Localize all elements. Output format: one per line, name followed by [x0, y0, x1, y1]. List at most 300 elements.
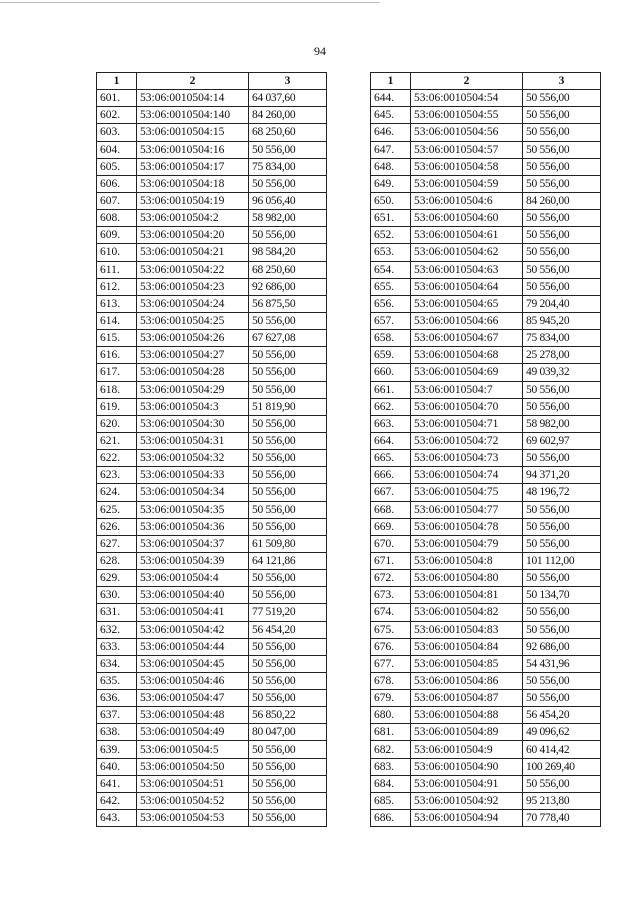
- cadastral-number: 53:06:0010504:52: [137, 792, 249, 809]
- cadastral-value: 50 556,00: [523, 775, 601, 792]
- cadastral-number: 53:06:0010504:34: [137, 484, 249, 501]
- table-row: [371, 535, 601, 552]
- header-col-3: 3: [523, 73, 601, 90]
- header-col-2: 2: [137, 73, 249, 90]
- cadastral-number: 53:06:0010504:80: [411, 570, 523, 587]
- cadastral-number: 53:06:0010504:5: [137, 741, 249, 758]
- row-number: 657.: [371, 312, 411, 329]
- row-number: 668.: [371, 501, 411, 518]
- cadastral-value: 50 556,00: [249, 501, 327, 518]
- table-row: [97, 415, 327, 432]
- cadastral-number: 53:06:0010504:71: [411, 415, 523, 432]
- cadastral-number: 53:06:0010504:59: [411, 175, 523, 192]
- row-number: 633.: [97, 638, 137, 655]
- cadastral-value: 49 096,62: [523, 724, 601, 741]
- row-number: 620.: [97, 415, 137, 432]
- cadastral-value: 50 556,00: [249, 347, 327, 364]
- cadastral-number: 53:06:0010504:91: [411, 775, 523, 792]
- cadastral-number: 53:06:0010504:46: [137, 672, 249, 689]
- cadastral-number: 53:06:0010504:24: [137, 295, 249, 312]
- row-number: 651.: [371, 210, 411, 227]
- row-number: 616.: [97, 347, 137, 364]
- cadastral-number: 53:06:0010504:94: [411, 810, 523, 827]
- cadastral-number: 53:06:0010504:3: [137, 398, 249, 415]
- table-row: [371, 690, 601, 707]
- cadastral-number: 53:06:0010504:69: [411, 364, 523, 381]
- row-number: 646.: [371, 124, 411, 141]
- cadastral-value: 50 556,00: [523, 158, 601, 175]
- row-number: 619.: [97, 398, 137, 415]
- header-col-1: 1: [371, 73, 411, 90]
- cadastral-number: 53:06:0010504:6: [411, 192, 523, 209]
- cadastral-value: 80 047,00: [249, 724, 327, 741]
- row-number: 637.: [97, 707, 137, 724]
- cadastral-number: 53:06:0010504:67: [411, 330, 523, 347]
- cadastral-value: 50 556,00: [249, 484, 327, 501]
- cadastral-value: 50 556,00: [249, 141, 327, 158]
- header-col-2: 2: [411, 73, 523, 90]
- table-row: [97, 278, 327, 295]
- row-number: 653.: [371, 244, 411, 261]
- row-number: 645.: [371, 107, 411, 124]
- cadastral-value: 54 431,96: [523, 655, 601, 672]
- row-number: 640.: [97, 758, 137, 775]
- cadastral-number: 53:06:0010504:17: [137, 158, 249, 175]
- table-row: [371, 810, 601, 827]
- cadastral-value: 50 556,00: [523, 381, 601, 398]
- table-row: [97, 484, 327, 501]
- cadastral-value: 50 556,00: [249, 792, 327, 809]
- table-row: [97, 535, 327, 552]
- cadastral-number: 53:06:0010504:16: [137, 141, 249, 158]
- cadastral-number: 53:06:0010504:58: [411, 158, 523, 175]
- row-number: 670.: [371, 535, 411, 552]
- cadastral-value: 58 982,00: [523, 415, 601, 432]
- row-number: 661.: [371, 381, 411, 398]
- cadastral-value: 49 039,32: [523, 364, 601, 381]
- table-row: [371, 175, 601, 192]
- cadastral-number: 53:06:0010504:48: [137, 707, 249, 724]
- cadastral-number: 53:06:0010504:15: [137, 124, 249, 141]
- cadastral-value: 75 834,00: [523, 330, 601, 347]
- table-row: [97, 552, 327, 569]
- cadastral-value: 94 371,20: [523, 467, 601, 484]
- cadastral-number: 53:06:0010504:89: [411, 724, 523, 741]
- cadastral-number: 53:06:0010504:32: [137, 450, 249, 467]
- cadastral-value: 92 686,00: [523, 638, 601, 655]
- cadastral-value: 50 556,00: [249, 227, 327, 244]
- row-number: 636.: [97, 690, 137, 707]
- table-row: [97, 690, 327, 707]
- cadastral-number: 53:06:0010504:54: [411, 90, 523, 107]
- cadastral-value: 58 982,00: [249, 210, 327, 227]
- row-number: 630.: [97, 587, 137, 604]
- table-row: [371, 192, 601, 209]
- row-number: 626.: [97, 518, 137, 535]
- table-row: [97, 587, 327, 604]
- cadastral-value: 100 269,40: [523, 758, 601, 775]
- header-col-3: 3: [249, 73, 327, 90]
- table-row: [97, 398, 327, 415]
- cadastral-value: 50 556,00: [249, 415, 327, 432]
- row-number: 673.: [371, 587, 411, 604]
- row-number: 683.: [371, 758, 411, 775]
- row-number: 674.: [371, 604, 411, 621]
- cadastral-value: 75 834,00: [249, 158, 327, 175]
- cadastral-number: 53:06:0010504:8: [411, 552, 523, 569]
- table-row: [97, 175, 327, 192]
- row-number: 678.: [371, 672, 411, 689]
- table-row: [371, 261, 601, 278]
- table-row: [371, 330, 601, 347]
- row-number: 666.: [371, 467, 411, 484]
- cadastral-value: 50 556,00: [523, 672, 601, 689]
- cadastral-number: 53:06:0010504:45: [137, 655, 249, 672]
- table-row: [371, 107, 601, 124]
- row-number: 610.: [97, 244, 137, 261]
- cadastral-value: 84 260,00: [249, 107, 327, 124]
- row-number: 617.: [97, 364, 137, 381]
- table-row: [97, 227, 327, 244]
- cadastral-number: 53:06:0010504:30: [137, 415, 249, 432]
- cadastral-number: 53:06:0010504:56: [411, 124, 523, 141]
- table-row: [371, 295, 601, 312]
- table-row: [371, 244, 601, 261]
- cadastral-number: 53:06:0010504:50: [137, 758, 249, 775]
- cadastral-value: 61 509,80: [249, 535, 327, 552]
- table-row: [97, 638, 327, 655]
- table-row: [371, 450, 601, 467]
- row-number: 614.: [97, 312, 137, 329]
- cadastral-value: 50 556,00: [249, 775, 327, 792]
- cadastral-number: 53:06:0010504:77: [411, 501, 523, 518]
- row-number: 624.: [97, 484, 137, 501]
- cadastral-number: 53:06:0010504:82: [411, 604, 523, 621]
- table-row: [97, 158, 327, 175]
- cadastral-number: 53:06:0010504:44: [137, 638, 249, 655]
- table-row: [97, 295, 327, 312]
- cadastral-value: 50 556,00: [249, 810, 327, 827]
- table-row: [371, 672, 601, 689]
- table-row: [97, 210, 327, 227]
- cadastral-value: 50 556,00: [523, 501, 601, 518]
- table-row: [371, 741, 601, 758]
- cadastral-value: 56 454,20: [523, 707, 601, 724]
- row-number: 602.: [97, 107, 137, 124]
- cadastral-number: 53:06:0010504:66: [411, 312, 523, 329]
- row-number: 652.: [371, 227, 411, 244]
- cadastral-value: 50 556,00: [249, 450, 327, 467]
- cadastral-number: 53:06:0010504:70: [411, 398, 523, 415]
- table-row: [371, 278, 601, 295]
- cadastral-number: 53:06:0010504:74: [411, 467, 523, 484]
- cadastral-number: 53:06:0010504:84: [411, 638, 523, 655]
- table-row: [97, 381, 327, 398]
- cadastral-number: 53:06:0010504:47: [137, 690, 249, 707]
- cadastral-value: 50 556,00: [523, 450, 601, 467]
- cadastral-number: 53:06:0010504:41: [137, 604, 249, 621]
- cadastral-number: 53:06:0010504:86: [411, 672, 523, 689]
- cadastral-value: 50 556,00: [523, 261, 601, 278]
- row-number: 649.: [371, 175, 411, 192]
- row-number: 658.: [371, 330, 411, 347]
- cadastral-value: 56 875,50: [249, 295, 327, 312]
- cadastral-number: 53:06:0010504:23: [137, 278, 249, 295]
- row-number: 655.: [371, 278, 411, 295]
- cadastral-number: 53:06:0010504:28: [137, 364, 249, 381]
- cadastral-number: 53:06:0010504:63: [411, 261, 523, 278]
- table-row: [97, 347, 327, 364]
- table-row: [97, 467, 327, 484]
- row-number: 672.: [371, 570, 411, 587]
- row-number: 618.: [97, 381, 137, 398]
- table-row: [371, 141, 601, 158]
- table-row: [97, 432, 327, 449]
- cadastral-value: 50 556,00: [249, 432, 327, 449]
- cadastral-number: 53:06:0010504:51: [137, 775, 249, 792]
- row-number: 608.: [97, 210, 137, 227]
- row-number: 643.: [97, 810, 137, 827]
- cadastral-value: 70 778,40: [523, 810, 601, 827]
- row-number: 644.: [371, 90, 411, 107]
- cadastral-value: 64 037,60: [249, 90, 327, 107]
- table-row: [371, 501, 601, 518]
- row-number: 628.: [97, 552, 137, 569]
- cadastral-number: 53:06:0010504:88: [411, 707, 523, 724]
- cadastral-value: 50 556,00: [523, 621, 601, 638]
- cadastral-number: 53:06:0010504:90: [411, 758, 523, 775]
- table-row: [371, 467, 601, 484]
- cadastral-value: 50 556,00: [523, 227, 601, 244]
- cadastral-number: 53:06:0010504:49: [137, 724, 249, 741]
- cadastral-number: 53:06:0010504:40: [137, 587, 249, 604]
- cadastral-number: 53:06:0010504:81: [411, 587, 523, 604]
- cadastral-number: 53:06:0010504:72: [411, 432, 523, 449]
- cadastral-number: 53:06:0010504:61: [411, 227, 523, 244]
- table-row: [97, 501, 327, 518]
- table-row: [97, 518, 327, 535]
- row-number: 650.: [371, 192, 411, 209]
- cadastral-number: 53:06:0010504:55: [411, 107, 523, 124]
- cadastral-table-left: [96, 72, 327, 827]
- cadastral-value: 69 602,97: [523, 432, 601, 449]
- cadastral-value: 77 519,20: [249, 604, 327, 621]
- table-row: [371, 621, 601, 638]
- table-row: [371, 364, 601, 381]
- table-row: [371, 415, 601, 432]
- table-row: [97, 724, 327, 741]
- cadastral-value: 50 556,00: [249, 175, 327, 192]
- row-number: 676.: [371, 638, 411, 655]
- cadastral-value: 50 556,00: [249, 570, 327, 587]
- table-row: [371, 210, 601, 227]
- cadastral-value: 56 454,20: [249, 621, 327, 638]
- cadastral-value: 50 556,00: [249, 518, 327, 535]
- row-number: 607.: [97, 192, 137, 209]
- table-row: [371, 604, 601, 621]
- table-row: [97, 707, 327, 724]
- cadastral-value: 48 196,72: [523, 484, 601, 501]
- row-number: 604.: [97, 141, 137, 158]
- cadastral-value: 50 556,00: [249, 381, 327, 398]
- cadastral-value: 50 556,00: [523, 244, 601, 261]
- cadastral-number: 53:06:0010504:78: [411, 518, 523, 535]
- cadastral-value: 50 556,00: [523, 690, 601, 707]
- row-number: 677.: [371, 655, 411, 672]
- row-number: 606.: [97, 175, 137, 192]
- table-row: [97, 810, 327, 827]
- row-number: 667.: [371, 484, 411, 501]
- table-row: [97, 141, 327, 158]
- row-number: 654.: [371, 261, 411, 278]
- table-row: [97, 758, 327, 775]
- table-row: [371, 638, 601, 655]
- cadastral-number: 53:06:0010504:25: [137, 312, 249, 329]
- table-row: [97, 621, 327, 638]
- row-number: 684.: [371, 775, 411, 792]
- cadastral-number: 53:06:0010504:87: [411, 690, 523, 707]
- table-row: [97, 244, 327, 261]
- table-row: [371, 381, 601, 398]
- cadastral-value: 51 819,90: [249, 398, 327, 415]
- row-number: 663.: [371, 415, 411, 432]
- row-number: 641.: [97, 775, 137, 792]
- row-number: 615.: [97, 330, 137, 347]
- table-header-row: [97, 73, 327, 90]
- table-row: [371, 552, 601, 569]
- cadastral-value: 25 278,00: [523, 347, 601, 364]
- table-row: [371, 655, 601, 672]
- cadastral-value: 50 556,00: [249, 467, 327, 484]
- table-row: [97, 792, 327, 809]
- page-number: 94: [314, 44, 326, 58]
- table-row: [97, 775, 327, 792]
- row-number: 634.: [97, 655, 137, 672]
- table-row: [97, 604, 327, 621]
- table-row: [97, 107, 327, 124]
- cadastral-number: 53:06:0010504:21: [137, 244, 249, 261]
- table-row: [371, 570, 601, 587]
- row-number: 623.: [97, 467, 137, 484]
- table-row: [371, 158, 601, 175]
- cadastral-value: 50 556,00: [523, 604, 601, 621]
- table-row: [97, 741, 327, 758]
- cadastral-number: 53:06:0010504:31: [137, 432, 249, 449]
- row-number: 635.: [97, 672, 137, 689]
- cadastral-number: 53:06:0010504:60: [411, 210, 523, 227]
- cadastral-value: 50 556,00: [249, 741, 327, 758]
- table-row: [97, 261, 327, 278]
- table-row: [371, 312, 601, 329]
- row-number: 627.: [97, 535, 137, 552]
- table-row: [371, 792, 601, 809]
- cadastral-number: 53:06:0010504:83: [411, 621, 523, 638]
- cadastral-value: 50 556,00: [249, 312, 327, 329]
- cadastral-number: 53:06:0010504:65: [411, 295, 523, 312]
- cadastral-number: 53:06:0010504:68: [411, 347, 523, 364]
- cadastral-value: 50 556,00: [249, 655, 327, 672]
- cadastral-number: 53:06:0010504:53: [137, 810, 249, 827]
- row-number: 669.: [371, 518, 411, 535]
- cadastral-number: 53:06:0010504:75: [411, 484, 523, 501]
- cadastral-number: 53:06:0010504:9: [411, 741, 523, 758]
- cadastral-number: 53:06:0010504:62: [411, 244, 523, 261]
- cadastral-value: 50 556,00: [523, 518, 601, 535]
- cadastral-number: 53:06:0010504:39: [137, 552, 249, 569]
- row-number: 686.: [371, 810, 411, 827]
- cadastral-value: 101 112,00: [523, 552, 601, 569]
- cadastral-number: 53:06:0010504:14: [137, 90, 249, 107]
- cadastral-value: 50 556,00: [249, 672, 327, 689]
- cadastral-value: 64 121,86: [249, 552, 327, 569]
- cadastral-value: 50 556,00: [523, 210, 601, 227]
- table-row: [371, 90, 601, 107]
- cadastral-value: 50 556,00: [249, 364, 327, 381]
- row-number: 631.: [97, 604, 137, 621]
- cadastral-value: 50 556,00: [523, 107, 601, 124]
- cadastral-number: 53:06:0010504:37: [137, 535, 249, 552]
- table-row: [97, 364, 327, 381]
- cadastral-number: 53:06:0010504:85: [411, 655, 523, 672]
- row-number: 662.: [371, 398, 411, 415]
- cadastral-number: 53:06:0010504:79: [411, 535, 523, 552]
- cadastral-number: 53:06:0010504:20: [137, 227, 249, 244]
- row-number: 603.: [97, 124, 137, 141]
- cadastral-value: 50 556,00: [249, 638, 327, 655]
- cadastral-value: 50 556,00: [249, 758, 327, 775]
- cadastral-number: 53:06:0010504:7: [411, 381, 523, 398]
- row-number: 638.: [97, 724, 137, 741]
- table-row: [371, 124, 601, 141]
- cadastral-value: 50 556,00: [523, 535, 601, 552]
- cadastral-number: 53:06:0010504:2: [137, 210, 249, 227]
- row-number: 656.: [371, 295, 411, 312]
- cadastral-number: 53:06:0010504:64: [411, 278, 523, 295]
- cadastral-value: 50 556,00: [249, 587, 327, 604]
- cadastral-number: 53:06:0010504:19: [137, 192, 249, 209]
- table-row: [371, 484, 601, 501]
- cadastral-value: 95 213,80: [523, 792, 601, 809]
- row-number: 647.: [371, 141, 411, 158]
- row-number: 613.: [97, 295, 137, 312]
- table-row: [371, 227, 601, 244]
- cadastral-number: 53:06:0010504:140: [137, 107, 249, 124]
- cadastral-number: 53:06:0010504:35: [137, 501, 249, 518]
- row-number: 601.: [97, 90, 137, 107]
- cadastral-number: 53:06:0010504:26: [137, 330, 249, 347]
- cadastral-number: 53:06:0010504:27: [137, 347, 249, 364]
- cadastral-value: 98 584,20: [249, 244, 327, 261]
- row-number: 671.: [371, 552, 411, 569]
- cadastral-value: 96 056,40: [249, 192, 327, 209]
- cadastral-number: 53:06:0010504:22: [137, 261, 249, 278]
- cadastral-value: 50 556,00: [523, 570, 601, 587]
- cadastral-value: 50 556,00: [523, 278, 601, 295]
- cadastral-value: 60 414,42: [523, 741, 601, 758]
- table-row: [97, 655, 327, 672]
- table-row: [97, 330, 327, 347]
- row-number: 665.: [371, 450, 411, 467]
- cadastral-number: 53:06:0010504:42: [137, 621, 249, 638]
- cadastral-number: 53:06:0010504:36: [137, 518, 249, 535]
- table-row: [371, 347, 601, 364]
- row-number: 642.: [97, 792, 137, 809]
- cadastral-value: 56 850,22: [249, 707, 327, 724]
- cadastral-table-right: [370, 72, 601, 827]
- table-row: [97, 124, 327, 141]
- cadastral-value: 67 627,08: [249, 330, 327, 347]
- cadastral-value: 79 204,40: [523, 295, 601, 312]
